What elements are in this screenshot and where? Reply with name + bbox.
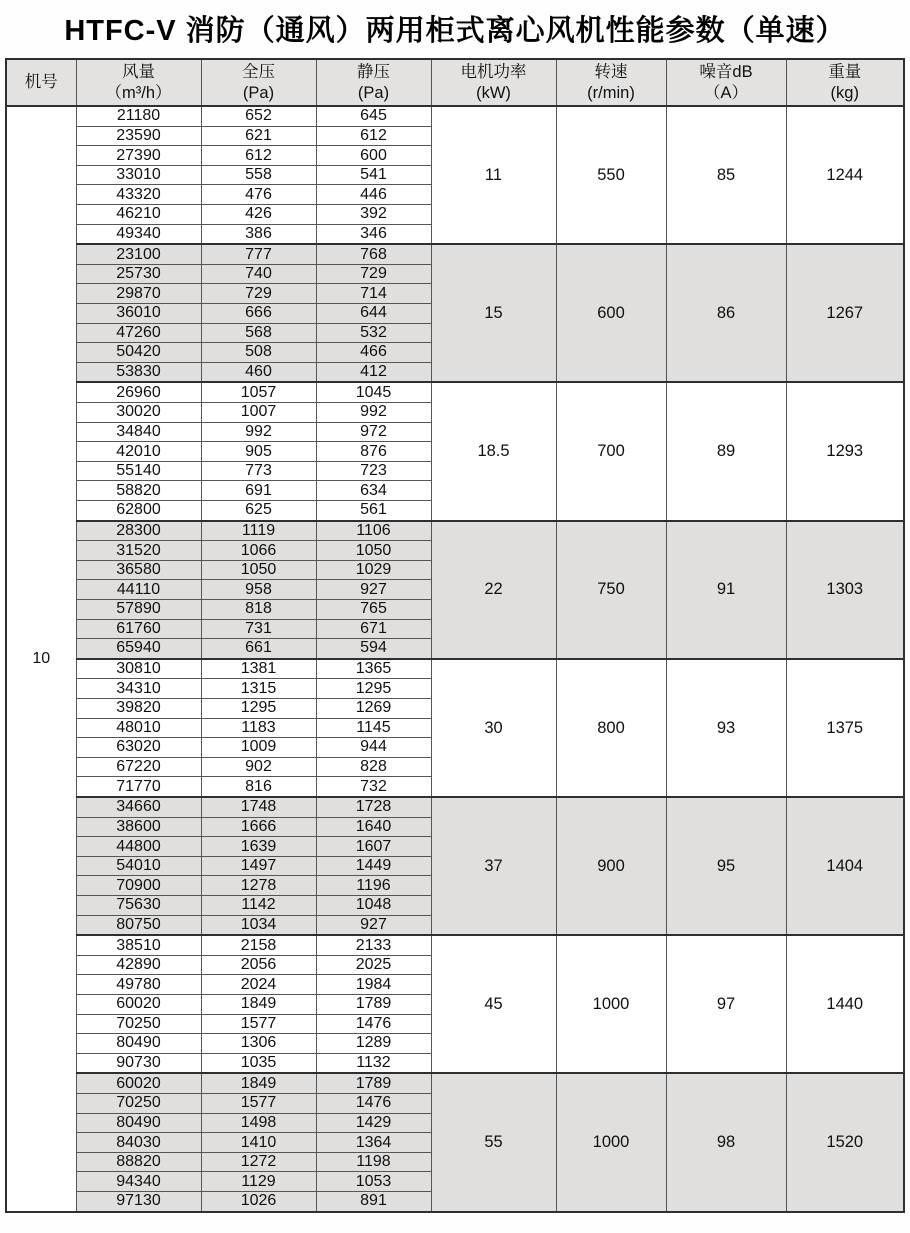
total-pressure-cell: 1272 [201,1152,316,1172]
total-pressure-cell: 2158 [201,935,316,955]
static-pressure-cell: 1449 [316,856,431,876]
fan-spec-table [5,58,905,1213]
static-pressure-cell: 612 [316,126,431,146]
static-pressure-cell: 644 [316,304,431,324]
total-pressure-cell: 1410 [201,1133,316,1153]
table-row [6,1073,904,1093]
weight-cell: 1375 [786,659,904,797]
table-row [6,521,904,541]
static-pressure-cell: 876 [316,442,431,462]
flow-cell: 70900 [76,876,201,896]
noise-cell: 93 [666,659,786,797]
static-pressure-cell: 1053 [316,1172,431,1192]
flow-cell: 46210 [76,204,201,224]
flow-cell: 49780 [76,975,201,995]
flow-cell: 55140 [76,461,201,481]
static-pressure-cell: 1984 [316,975,431,995]
flow-cell: 67220 [76,757,201,777]
total-pressure-cell: 1666 [201,817,316,837]
flow-cell: 34840 [76,422,201,442]
total-pressure-cell: 905 [201,442,316,462]
column-header-label: 机号 [24,73,58,92]
flow-cell: 60020 [76,995,201,1015]
static-pressure-cell: 541 [316,165,431,185]
column-header-machine-no [6,59,76,106]
page-title: HTFC-V 消防（通风）两用柜式离心风机性能参数（单速） [64,15,846,47]
static-pressure-cell: 1269 [316,699,431,719]
static-pressure-cell: 927 [316,915,431,935]
total-pressure-cell: 777 [201,244,316,264]
flow-cell: 27390 [76,146,201,166]
total-pressure-cell: 1066 [201,541,316,561]
total-pressure-cell: 1142 [201,895,316,915]
static-pressure-cell: 392 [316,204,431,224]
total-pressure-cell: 1129 [201,1172,316,1192]
flow-cell: 49340 [76,224,201,244]
static-pressure-cell: 1364 [316,1133,431,1153]
weight-cell: 1303 [786,521,904,659]
total-pressure-cell: 612 [201,146,316,166]
flow-cell: 62800 [76,500,201,520]
total-pressure-cell: 816 [201,777,316,797]
flow-cell: 48010 [76,718,201,738]
static-pressure-cell: 594 [316,639,431,659]
motor-power-cell: 18.5 [431,382,556,520]
static-pressure-cell: 1640 [316,817,431,837]
weight-cell: 1267 [786,244,904,382]
static-pressure-cell: 729 [316,264,431,284]
static-pressure-cell: 1476 [316,1094,431,1114]
total-pressure-cell: 2024 [201,975,316,995]
static-pressure-cell: 1476 [316,1014,431,1034]
total-pressure-cell: 731 [201,619,316,639]
total-pressure-cell: 1007 [201,403,316,423]
flow-cell: 65940 [76,639,201,659]
total-pressure-cell: 1381 [201,659,316,679]
flow-cell: 26960 [76,382,201,402]
table-row [6,106,904,126]
speed-cell: 1000 [556,935,666,1073]
static-pressure-cell: 1029 [316,560,431,580]
noise-cell: 86 [666,244,786,382]
flow-cell: 39820 [76,699,201,719]
flow-cell: 75630 [76,895,201,915]
total-pressure-cell: 729 [201,284,316,304]
weight-cell: 1520 [786,1073,904,1212]
flow-cell: 44110 [76,580,201,600]
static-pressure-cell: 1106 [316,521,431,541]
speed-cell: 750 [556,521,666,659]
static-pressure-cell: 671 [316,619,431,639]
static-pressure-cell: 768 [316,244,431,264]
column-header-total-pressure [201,59,316,106]
flow-cell: 70250 [76,1094,201,1114]
static-pressure-cell: 765 [316,600,431,620]
total-pressure-cell: 1050 [201,560,316,580]
total-pressure-cell: 1577 [201,1014,316,1034]
column-header-unit: (Pa) [242,83,275,102]
total-pressure-cell: 691 [201,481,316,501]
flow-cell: 80490 [76,1113,201,1133]
noise-cell: 98 [666,1073,786,1212]
static-pressure-cell: 1050 [316,541,431,561]
column-header-label: 重量 [828,62,862,81]
total-pressure-cell: 740 [201,264,316,284]
speed-cell: 600 [556,244,666,382]
total-pressure-cell: 1057 [201,382,316,402]
noise-cell: 95 [666,797,786,935]
total-pressure-cell: 773 [201,461,316,481]
speed-cell: 550 [556,106,666,244]
total-pressure-cell: 460 [201,362,316,382]
static-pressure-cell: 1145 [316,718,431,738]
total-pressure-cell: 1639 [201,837,316,857]
flow-cell: 23100 [76,244,201,264]
flow-cell: 36010 [76,304,201,324]
flow-cell: 90730 [76,1053,201,1073]
total-pressure-cell: 958 [201,580,316,600]
total-pressure-cell: 2056 [201,955,316,975]
flow-cell: 50420 [76,343,201,363]
column-header-static-pressure [316,59,431,106]
static-pressure-cell: 732 [316,777,431,797]
flow-cell: 84030 [76,1133,201,1153]
flow-cell: 42010 [76,442,201,462]
static-pressure-cell: 972 [316,422,431,442]
table-body [6,106,904,1212]
static-pressure-cell: 561 [316,500,431,520]
flow-cell: 60020 [76,1073,201,1093]
total-pressure-cell: 508 [201,343,316,363]
table-row [6,244,904,264]
flow-cell: 42890 [76,955,201,975]
noise-cell: 85 [666,106,786,244]
table-row [6,797,904,817]
flow-cell: 33010 [76,165,201,185]
static-pressure-cell: 992 [316,403,431,423]
flow-cell: 25730 [76,264,201,284]
flow-cell: 97130 [76,1191,201,1212]
static-pressure-cell: 1429 [316,1113,431,1133]
total-pressure-cell: 661 [201,639,316,659]
static-pressure-cell: 466 [316,343,431,363]
motor-power-cell: 45 [431,935,556,1073]
flow-cell: 80490 [76,1034,201,1054]
total-pressure-cell: 1306 [201,1034,316,1054]
static-pressure-cell: 2025 [316,955,431,975]
static-pressure-cell: 1365 [316,659,431,679]
total-pressure-cell: 625 [201,500,316,520]
total-pressure-cell: 621 [201,126,316,146]
static-pressure-cell: 828 [316,757,431,777]
static-pressure-cell: 1289 [316,1034,431,1054]
column-header-motor-power [431,59,556,106]
weight-cell: 1404 [786,797,904,935]
column-header-unit: （m³/h） [105,83,172,102]
column-header-unit: (kg) [830,83,859,102]
weight-cell: 1244 [786,106,904,244]
static-pressure-cell: 927 [316,580,431,600]
flow-cell: 30810 [76,659,201,679]
total-pressure-cell: 1748 [201,797,316,817]
table-head-row [6,59,904,106]
flow-cell: 21180 [76,106,201,126]
total-pressure-cell: 652 [201,106,316,126]
total-pressure-cell: 1278 [201,876,316,896]
flow-cell: 70250 [76,1014,201,1034]
static-pressure-cell: 446 [316,185,431,205]
total-pressure-cell: 568 [201,323,316,343]
static-pressure-cell: 634 [316,481,431,501]
static-pressure-cell: 1132 [316,1053,431,1073]
flow-cell: 34310 [76,679,201,699]
total-pressure-cell: 1034 [201,915,316,935]
total-pressure-cell: 1497 [201,856,316,876]
flow-cell: 58820 [76,481,201,501]
flow-cell: 47260 [76,323,201,343]
column-header-label: 噪音dB [699,62,753,81]
table-header [6,59,904,106]
static-pressure-cell: 1045 [316,382,431,402]
column-header-speed [556,59,666,106]
total-pressure-cell: 1183 [201,718,316,738]
column-header-label: 全压 [242,62,275,81]
total-pressure-cell: 558 [201,165,316,185]
flow-cell: 31520 [76,541,201,561]
motor-power-cell: 37 [431,797,556,935]
static-pressure-cell: 412 [316,362,431,382]
total-pressure-cell: 1498 [201,1113,316,1133]
motor-power-cell: 15 [431,244,556,382]
machine-no-cell: 10 [6,106,76,1212]
column-header-label: 转速 [594,62,628,81]
motor-power-cell: 55 [431,1073,556,1212]
static-pressure-cell: 532 [316,323,431,343]
static-pressure-cell: 346 [316,224,431,244]
flow-cell: 80750 [76,915,201,935]
motor-power-cell: 11 [431,106,556,244]
total-pressure-cell: 818 [201,600,316,620]
static-pressure-cell: 600 [316,146,431,166]
flow-cell: 29870 [76,284,201,304]
flow-cell: 54010 [76,856,201,876]
total-pressure-cell: 1849 [201,995,316,1015]
static-pressure-cell: 1198 [316,1152,431,1172]
total-pressure-cell: 666 [201,304,316,324]
motor-power-cell: 22 [431,521,556,659]
flow-cell: 38510 [76,935,201,955]
static-pressure-cell: 1048 [316,895,431,915]
noise-cell: 91 [666,521,786,659]
flow-cell: 34660 [76,797,201,817]
total-pressure-cell: 1009 [201,738,316,758]
static-pressure-cell: 1728 [316,797,431,817]
weight-cell: 1440 [786,935,904,1073]
column-header-unit: （A） [703,83,748,102]
static-pressure-cell: 944 [316,738,431,758]
table-row [6,382,904,402]
column-header-label: 静压 [357,62,390,81]
flow-cell: 63020 [76,738,201,758]
motor-power-cell: 30 [431,659,556,797]
column-header-unit: (Pa) [357,83,390,102]
column-header-weight [786,59,904,106]
total-pressure-cell: 1577 [201,1094,316,1114]
column-header-label: 电机功率 [460,62,527,81]
total-pressure-cell: 1035 [201,1053,316,1073]
flow-cell: 28300 [76,521,201,541]
static-pressure-cell: 1607 [316,837,431,857]
weight-cell: 1293 [786,382,904,520]
static-pressure-cell: 1789 [316,1073,431,1093]
speed-cell: 800 [556,659,666,797]
flow-cell: 36580 [76,560,201,580]
column-header-air-flow [76,59,201,106]
total-pressure-cell: 1315 [201,679,316,699]
flow-cell: 30020 [76,403,201,423]
speed-cell: 900 [556,797,666,935]
table-row [6,935,904,955]
static-pressure-cell: 645 [316,106,431,126]
total-pressure-cell: 902 [201,757,316,777]
total-pressure-cell: 992 [201,422,316,442]
static-pressure-cell: 2133 [316,935,431,955]
total-pressure-cell: 1026 [201,1191,316,1212]
speed-cell: 1000 [556,1073,666,1212]
static-pressure-cell: 1789 [316,995,431,1015]
flow-cell: 23590 [76,126,201,146]
total-pressure-cell: 1849 [201,1073,316,1093]
static-pressure-cell: 714 [316,284,431,304]
static-pressure-cell: 723 [316,461,431,481]
static-pressure-cell: 1196 [316,876,431,896]
flow-cell: 44800 [76,837,201,857]
total-pressure-cell: 386 [201,224,316,244]
total-pressure-cell: 1295 [201,699,316,719]
column-header-unit: (r/min) [587,83,635,102]
flow-cell: 71770 [76,777,201,797]
column-header-unit: (kW) [476,83,511,102]
flow-cell: 88820 [76,1152,201,1172]
table-row [6,659,904,679]
speed-cell: 700 [556,382,666,520]
flow-cell: 53830 [76,362,201,382]
flow-cell: 43320 [76,185,201,205]
total-pressure-cell: 426 [201,204,316,224]
static-pressure-cell: 891 [316,1191,431,1212]
flow-cell: 38600 [76,817,201,837]
total-pressure-cell: 476 [201,185,316,205]
flow-cell: 61760 [76,619,201,639]
noise-cell: 97 [666,935,786,1073]
column-header-label: 风量 [122,62,155,81]
noise-cell: 89 [666,382,786,520]
column-header-noise [666,59,786,106]
total-pressure-cell: 1119 [201,521,316,541]
flow-cell: 57890 [76,600,201,620]
static-pressure-cell: 1295 [316,679,431,699]
flow-cell: 94340 [76,1172,201,1192]
